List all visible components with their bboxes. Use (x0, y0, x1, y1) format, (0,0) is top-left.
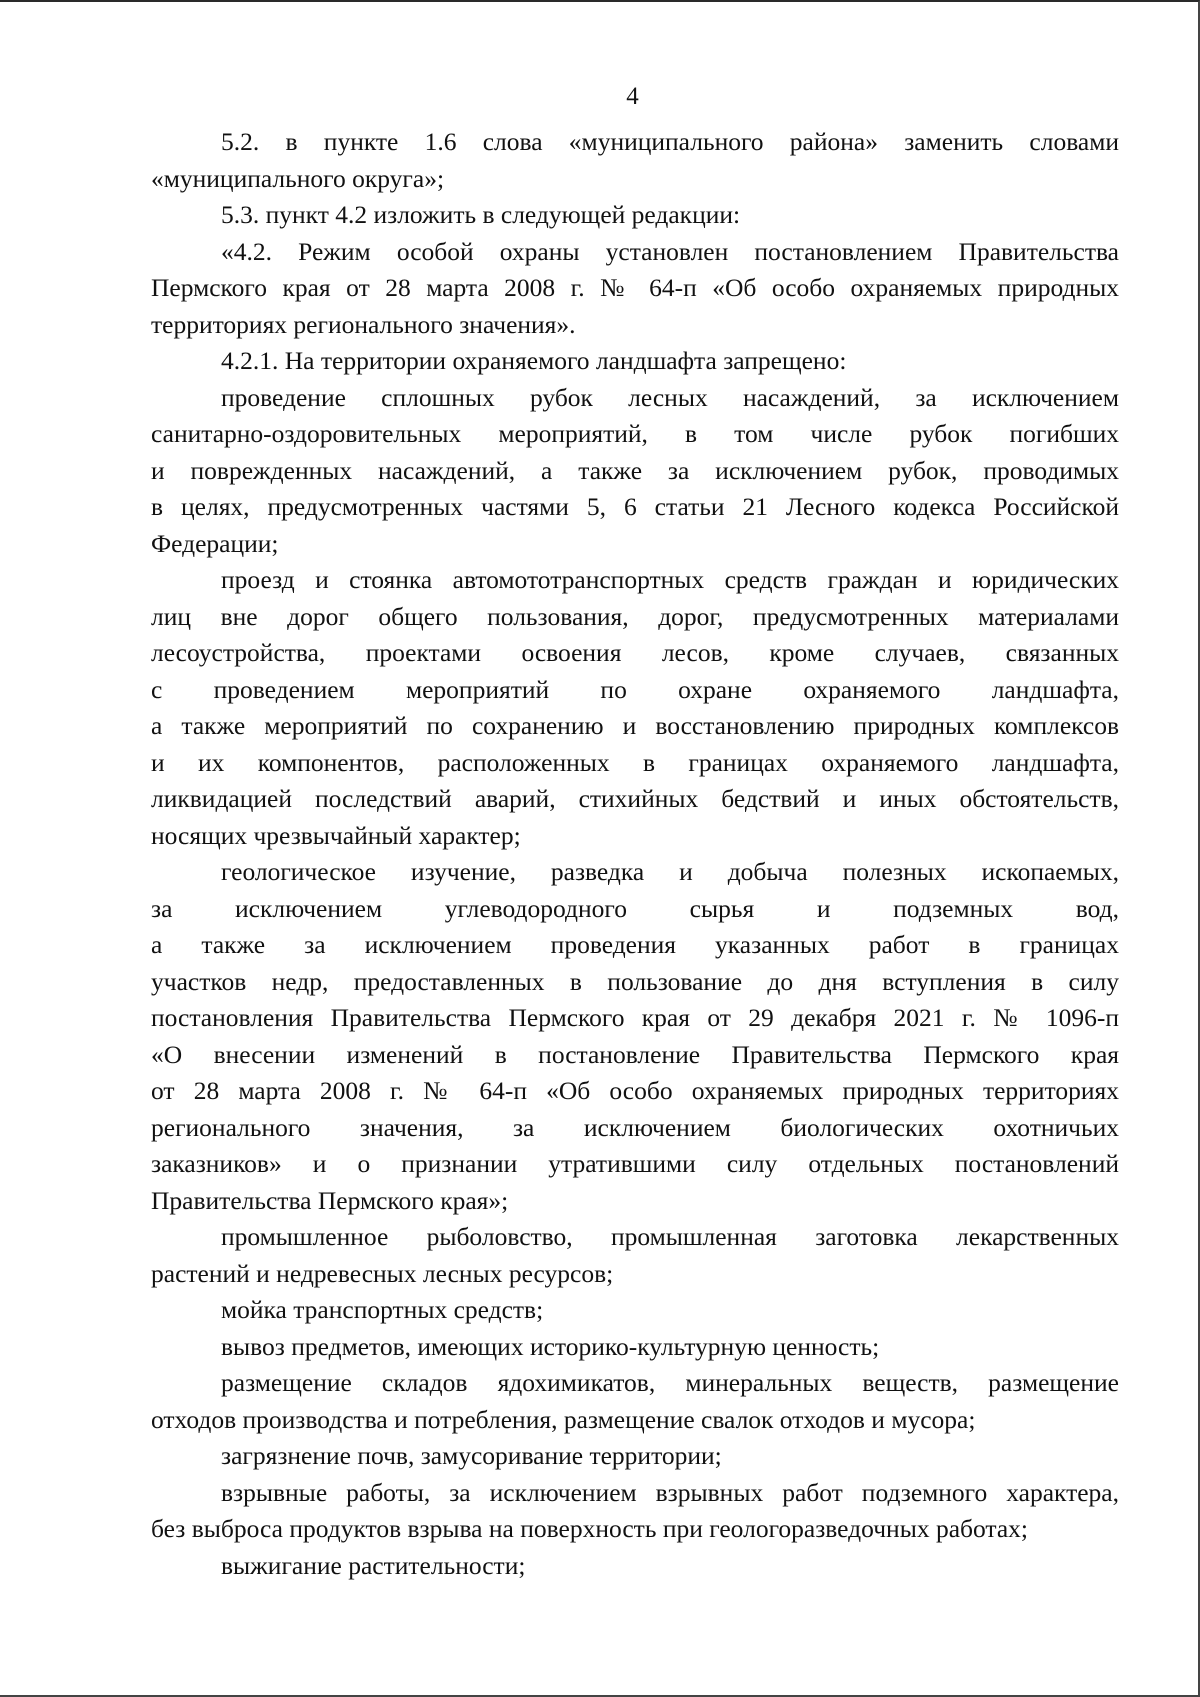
text-line: 5.3. пункт 4.2 изложить в следующей редакции: (221, 200, 741, 229)
text-line: территориях регионального значения». (151, 309, 576, 339)
text-line: в целях, предусмотренных частями 5, 6 статьи 21 Лесного кодекса Российской (151, 492, 1119, 521)
text-line: «4.2. Режим особой охраны установлен постановлением Правительства (221, 236, 1119, 266)
paragraph (151, 1548, 1119, 1585)
text-line: мойка транспортных средств; (221, 1295, 544, 1324)
text-line: а также за исключением проведения указанных работ в границах (151, 930, 1119, 959)
text-line: и их компонентов, расположенных в границах охраняемого ландшафта, (151, 747, 1119, 777)
text-line: «О внесении изменений в постановление Правительства Пермского края (151, 1039, 1119, 1069)
paragraph (151, 124, 1119, 197)
text-line: за исключением углеводородного сырья и подземных вод, (151, 893, 1119, 923)
text-line: лесоустройства, проектами освоения лесов, кроме случаев, связанных (151, 638, 1119, 667)
text-line: Правительства Пермского края»; (151, 1185, 509, 1215)
text-line: носящих чрезвычайный характер; (151, 820, 521, 850)
text-line: проезд и стоянка автомототранспортных средств граждан и юридических (221, 565, 1119, 594)
text-line: Пермского края от 28 марта 2008 г. № 64-п «Об особо охраняемых природных (151, 273, 1119, 302)
paragraph (151, 1475, 1119, 1548)
text-line: Федерации; (151, 528, 279, 558)
text-line: лиц вне дорог общего пользования, дорог, предусмотренных материалами (151, 601, 1119, 631)
text-line: без выброса продуктов взрыва на поверхность при геологоразведочных работах; (151, 1514, 1029, 1543)
text-line: промышленное рыболовство, промышленная заготовка лекарственных (221, 1222, 1119, 1251)
text-line: 5.2. в пункте 1.6 слова «муниципального района» заменить словами (221, 127, 1119, 156)
text-line: заказников» и о признании утратившими силу отдельных постановлений (151, 1149, 1119, 1178)
text-line: вывоз предметов, имеющих историко-культурную ценность; (221, 1331, 880, 1361)
paragraph (151, 1292, 1119, 1329)
text-line: с проведением мероприятий по охране охраняемого ландшафта, (151, 674, 1119, 704)
paragraph (151, 234, 1119, 344)
paragraph (151, 562, 1119, 854)
text-line: геологическое изучение, разведка и добыча полезных ископаемых, (221, 857, 1119, 886)
text-line: от 28 марта 2008 г. № 64-п «Об особо охраняемых природных территориях (151, 1076, 1119, 1105)
paragraph (151, 343, 1119, 380)
text-line: взрывные работы, за исключением взрывных работ подземного характера, (221, 1477, 1119, 1507)
paragraph (151, 197, 1119, 234)
text-line: «муниципального округа»; (151, 163, 445, 193)
text-line: загрязнение почв, замусоривание территории; (221, 1441, 722, 1470)
text-line: и поврежденных насаждений, а также за исключением рубок, проводимых (151, 455, 1119, 485)
text-line: участков недр, предоставленных в пользование до дня вступления в силу (151, 966, 1119, 996)
paragraph (151, 1365, 1119, 1438)
text-line: ликвидацией последствий аварий, стихийных бедствий и иных обстоятельств, (151, 784, 1119, 813)
paragraph (151, 380, 1119, 563)
text-line: размещение складов ядохимикатов, минеральных веществ, размещение (221, 1368, 1119, 1397)
text-line: регионального значения, за исключением биологических охотничьих (151, 1112, 1119, 1142)
paragraph (151, 1219, 1119, 1292)
page-number: 4 (626, 83, 639, 110)
paragraph (151, 1329, 1119, 1366)
text-line: 4.2.1. На территории охраняемого ландшафта запрещено: (221, 346, 847, 375)
text-line: а также мероприятий по сохранению и восстановлению природных комплексов (151, 711, 1119, 740)
text-line: выжигание растительности; (221, 1550, 526, 1580)
text-line: постановления Правительства Пермского края от 29 декабря 2021 г. № 1096-п (151, 1003, 1119, 1032)
document-body (151, 124, 1119, 1584)
text-line: проведение сплошных рубок лесных насаждений, за исключением (221, 382, 1119, 412)
text-line: растений и недревесных лесных ресурсов; (151, 1258, 614, 1288)
paragraph (151, 1438, 1119, 1475)
paragraph (151, 854, 1119, 1219)
text-line: санитарно-оздоровительных мероприятий, в том числе рубок погибших (151, 419, 1119, 448)
text-line: отходов производства и потребления, размещение свалок отходов и мусора; (151, 1404, 976, 1434)
